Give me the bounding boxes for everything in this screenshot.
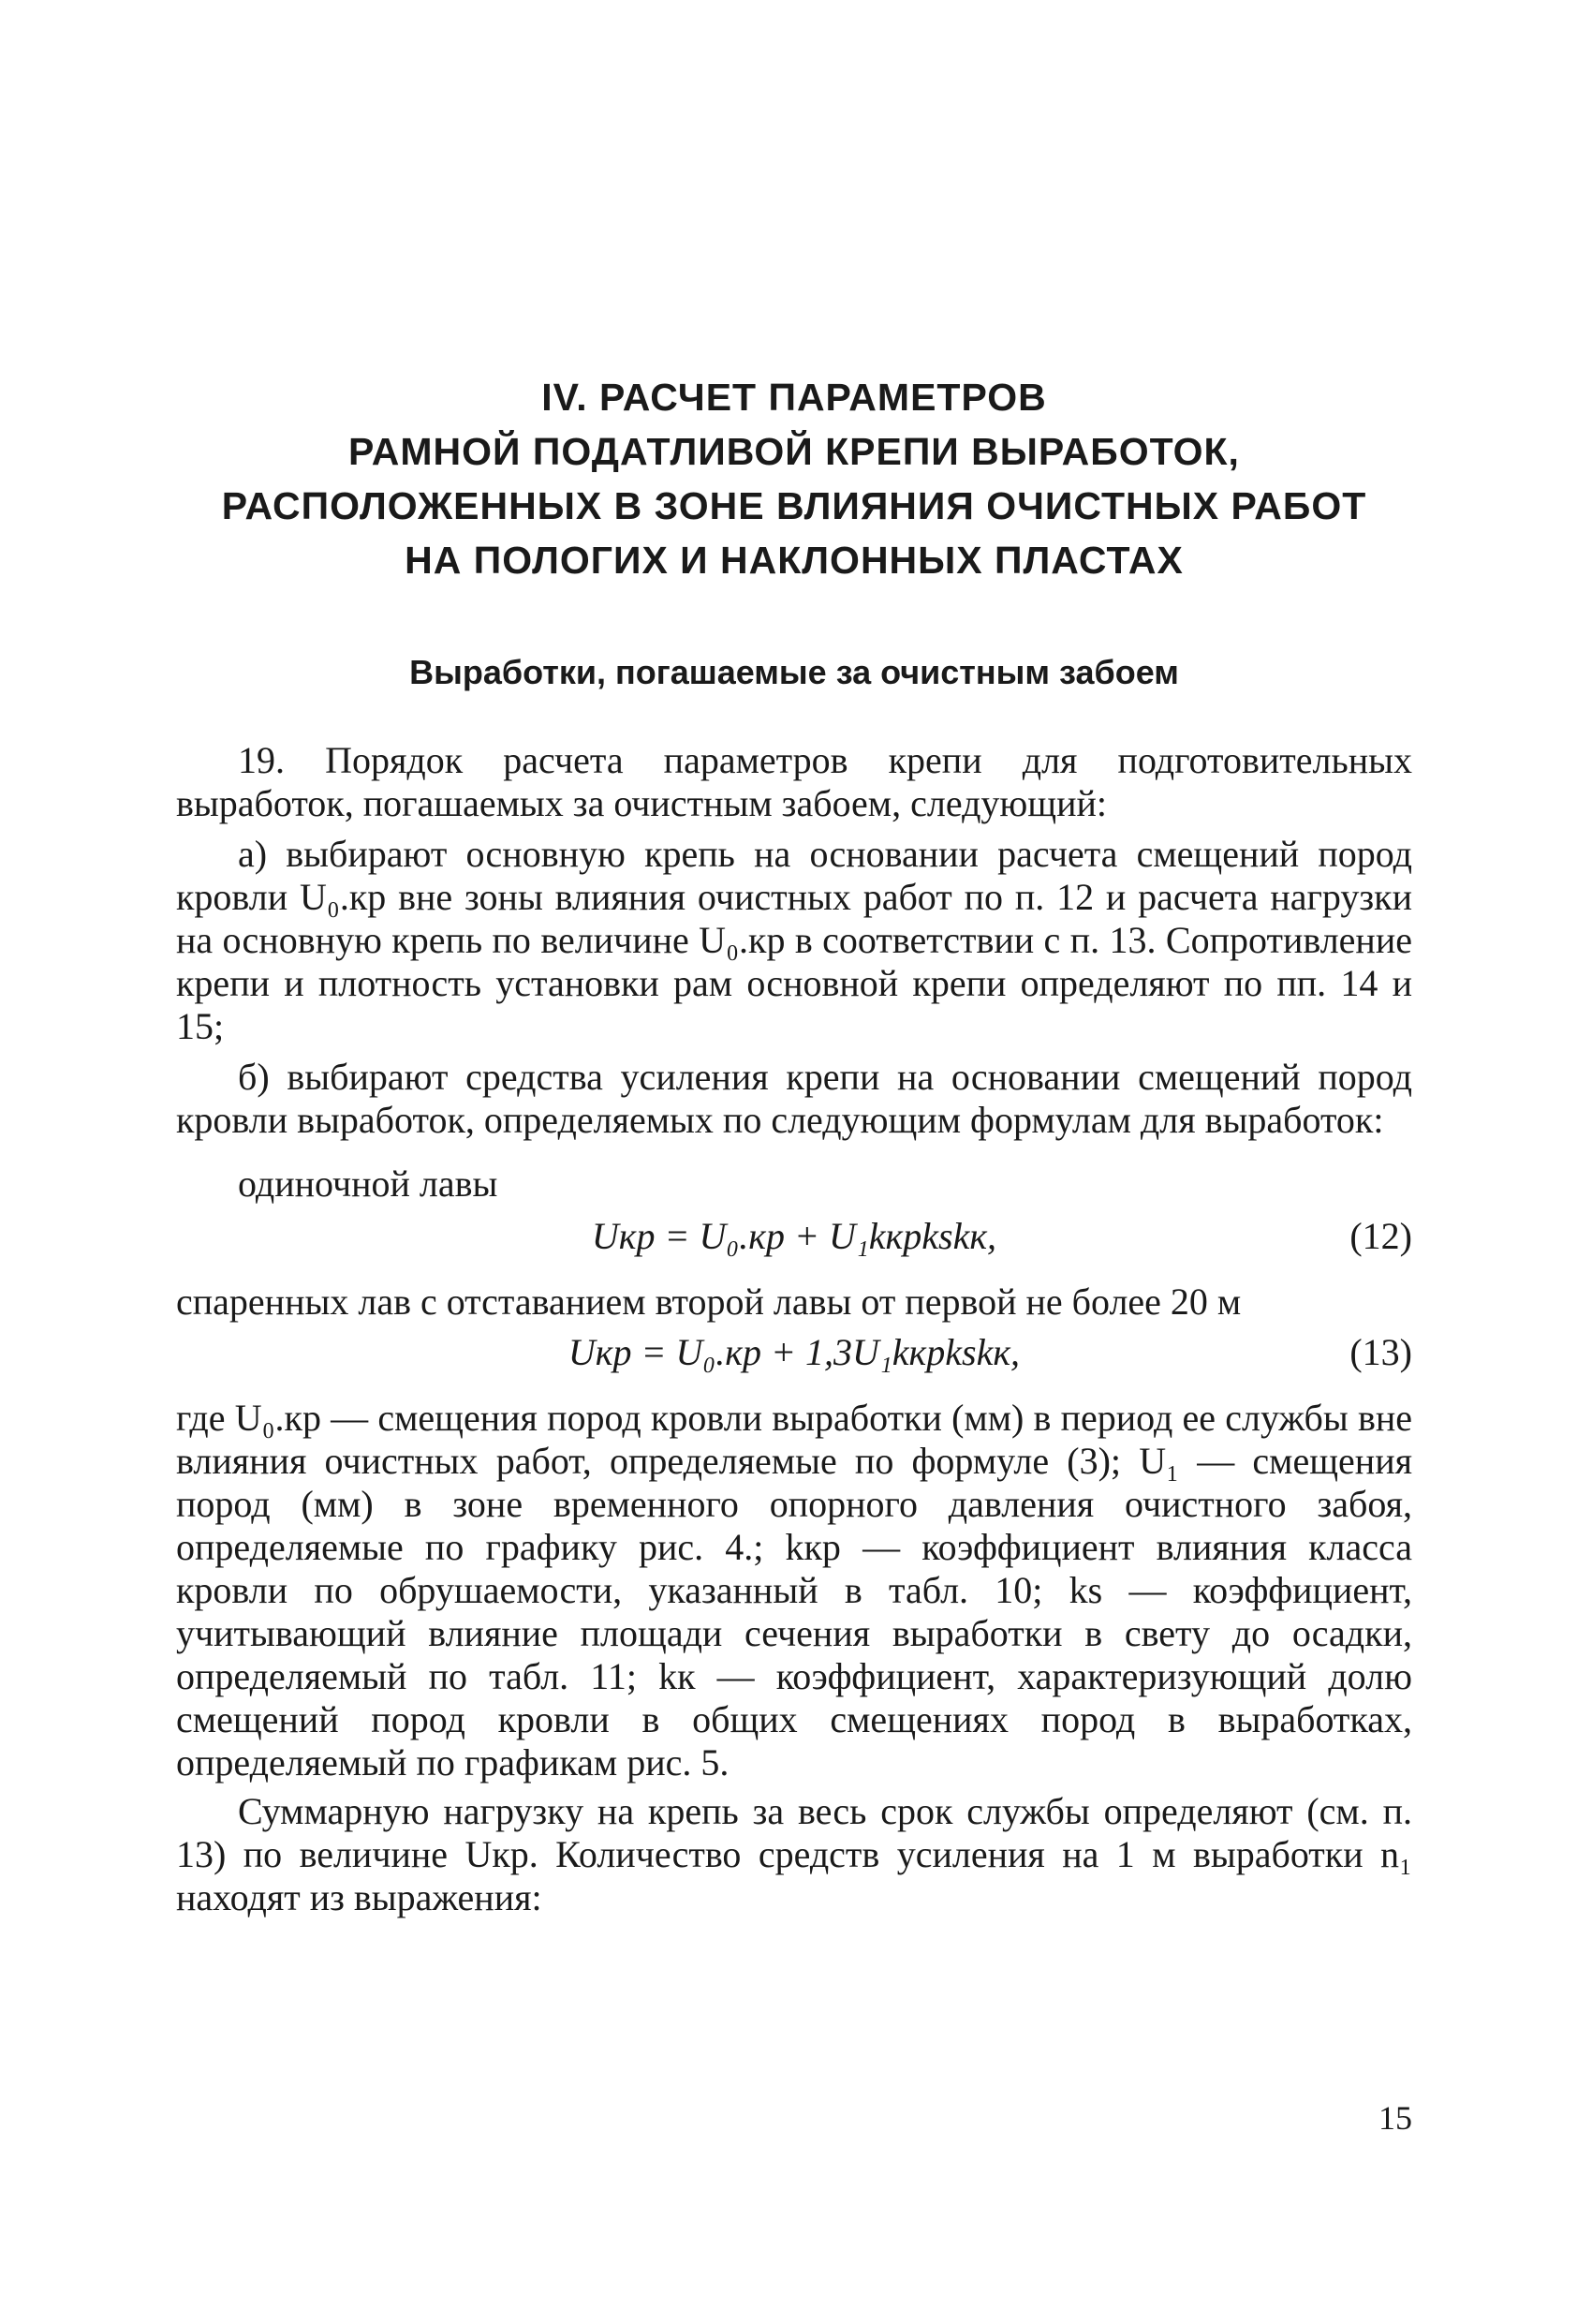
document-page bbox=[176, 370, 1412, 1927]
single-longwall-label: одиночной лавы bbox=[238, 1162, 498, 1205]
formula-12-expression: Uкр = U₀.кр + U₁kкрkskк, bbox=[591, 1215, 997, 1257]
definitions-paragraph: где U₀.кр — смещения пород кровли выработки (мм) в период ее службы вне влияния очистных работ, определяемые по формуле (3); U₁ — смещения пород (мм) в зоне временного опорного давления очистного забоя, определяемые по графику рис. 4.; kкр — коэффициент влияния класса кровли по обрушаемости, указанный в табл. 10; ks — коэффициент, учитывающий влияние площади сечения выработки в свету до осадки, определяемый по табл. 11; kк — коэффициент, характеризующий долю смещений пород кровли в общих смещениях пород в выработках, определяемый по графикам рис. 5. bbox=[176, 1397, 1412, 1784]
heading-line: НА ПОЛОГИХ И НАКЛОННЫХ ПЛАСТАХ bbox=[405, 539, 1184, 582]
paragraph-b: б) выбирают средства усиления крепи на основании смещений пород кровли выработок, определяемых по следующим формулам для выработок: bbox=[176, 1056, 1412, 1141]
formula-13-number: (13) bbox=[1349, 1331, 1412, 1373]
page-number: 15 bbox=[1378, 2099, 1412, 2137]
formula-13-expression: Uкр = U₀.кр + 1,3U₁kкрkskк, bbox=[568, 1331, 1021, 1373]
paragraph-19: 19. Порядок расчета параметров крепи для подготовительных выработок, погашаемых за очистным забоем, следующий: bbox=[176, 739, 1412, 824]
heading-line: РАСПОЛОЖЕННЫХ В ЗОНЕ ВЛИЯНИЯ ОЧИСТНЫХ РАБОТ bbox=[221, 484, 1367, 527]
heading-line: IV. РАСЧЕТ ПАРАМЕТРОВ bbox=[541, 376, 1047, 419]
formula-13 bbox=[176, 1331, 1412, 1380]
paragraph-a: а) выбирают основную крепь на основании расчета смещений пород кровли U₀.кр вне зоны влияния очистных работ по п. 12 и расчета нагрузки на основную крепь по величине U₀.кр в соответствии с п. 13. Сопротивление крепи и плотность установки рам основной крепи определяют по пп. 14 и 15; bbox=[176, 833, 1412, 1047]
subsection-heading: Выработки, погашаемые за очистным забоем bbox=[409, 653, 1179, 691]
paired-longwall-label: спаренных лав с отставанием второй лавы от первой не более 20 м bbox=[176, 1280, 1242, 1323]
formula-12 bbox=[176, 1215, 1412, 1264]
formula-12-number: (12) bbox=[1349, 1215, 1412, 1257]
heading-line: РАМНОЙ ПОДАТЛИВОЙ КРЕПИ ВЫРАБОТОК, bbox=[348, 430, 1240, 473]
total-load-paragraph: Суммарную нагрузку на крепь за весь срок службы определяют (см. п. 13) по величине Uкр. Количество средств усиления на 1 м выработки n₁ находят из выражения: bbox=[176, 1790, 1412, 1918]
section-heading bbox=[176, 370, 1412, 587]
